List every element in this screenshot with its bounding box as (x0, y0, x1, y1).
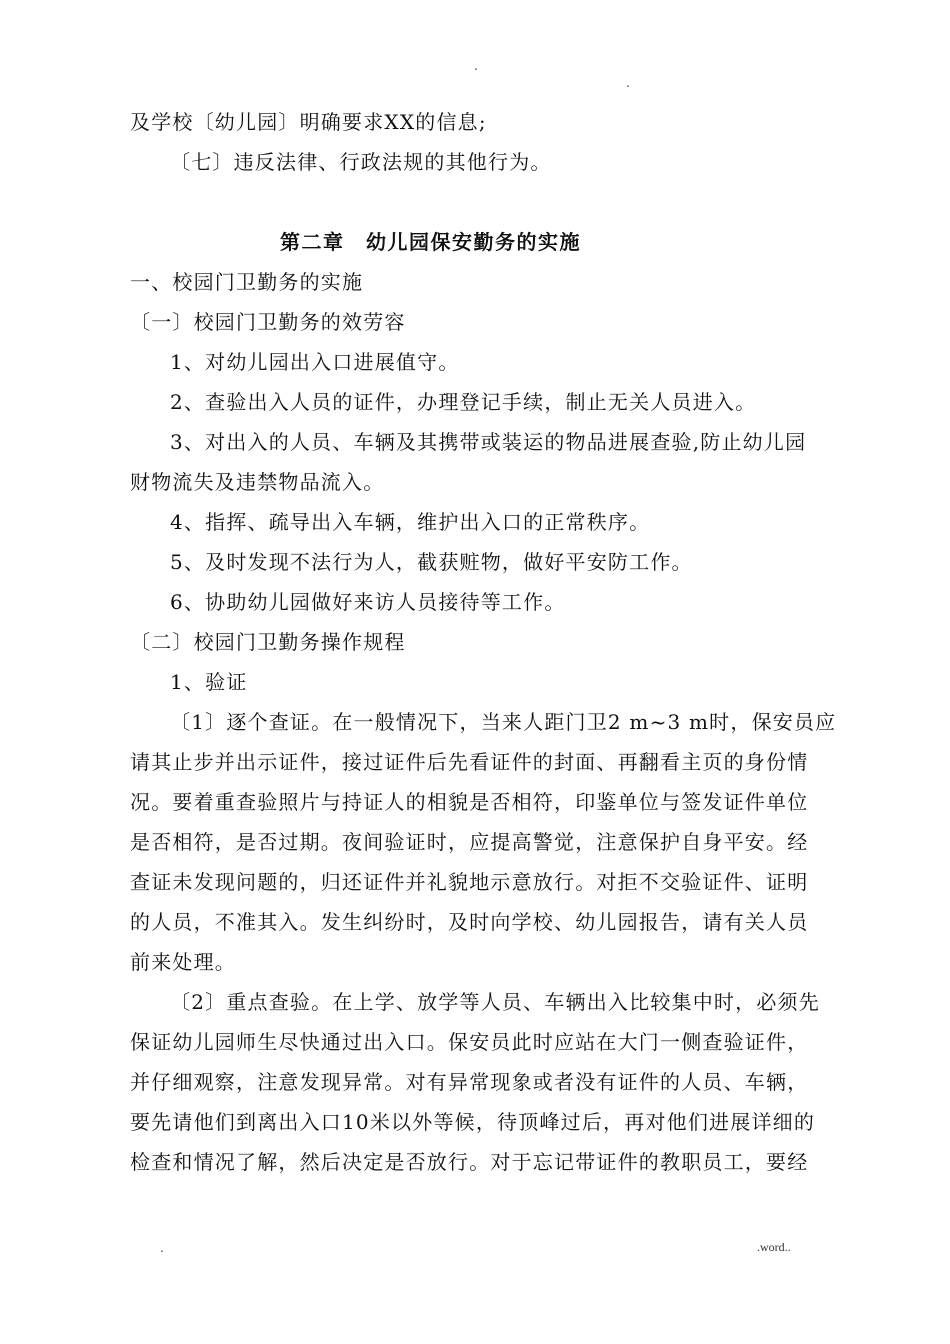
header-dot-right: . (626, 76, 630, 90)
list-item: 1、对幼儿园出入口进展值守。 (170, 350, 460, 374)
subsection-heading: 〔一〕校园门卫勤务的效劳容 (130, 310, 406, 334)
paragraph-line: 〔2〕重点查验。在上学、放学等人员、车辆出入比较集中时，必须先 (170, 990, 820, 1014)
list-item: 2、查验出入人员的证件，办理登记手续，制止无关人员进入。 (170, 390, 757, 414)
footer-word: .word.. (757, 1240, 791, 1254)
paragraph-line: 并仔细观察，注意发现异常。对有异常现象或者没有证件的人员、车辆， (130, 1070, 809, 1094)
paragraph-line: 前来处理。 (130, 950, 236, 974)
body-line: 及学校〔幼儿园〕明确要求XX的信息; (130, 110, 487, 134)
paragraph-line: 要先请他们到离出入口10米以外等候，待顶峰过后，再对他们进展详细的 (130, 1110, 816, 1134)
paragraph-line: 况。要着重查验照片与持证人的相貌是否相符，印鉴单位与签发证件单位 (130, 790, 809, 814)
subsection-heading: 〔二〕校园门卫勤务操作规程 (130, 630, 406, 654)
list-item: 5、及时发现不法行为人，截获赃物，做好平安防工作。 (170, 550, 693, 574)
chapter-heading: 第二章 幼儿园保安勤务的实施 (280, 230, 581, 254)
list-item: 3、对出入的人员、车辆及其携带或装运的物品进展查验,防止幼儿园 (170, 430, 807, 454)
paragraph-line: 查证未发现问题的，归还证件并礼貌地示意放行。对拒不交验证件、证明 (130, 870, 809, 894)
paragraph-line: 请其止步并出示证件，接过证件后先看证件的封面、再翻看主页的身份情 (130, 750, 809, 774)
body-line: 〔七〕违反法律、行政法规的其他行为。 (170, 150, 552, 174)
paragraph-line: 保证幼儿园师生尽快通过出入口。保安员此时应站在大门一侧查验证件， (130, 1030, 809, 1054)
list-item: 1、验证 (170, 670, 248, 694)
list-item: 4、指挥、疏导出入车辆，维护出入口的正常秩序。 (170, 510, 651, 534)
paragraph-line: 的人员，不准其入。发生纠纷时，及时向学校、幼儿园报告，请有关人员 (130, 910, 809, 934)
list-item: 6、协助幼儿园做好来访人员接待等工作。 (170, 590, 566, 614)
paragraph-line: 是否相符，是否过期。夜间验证时，应提高警觉，注意保护自身平安。经 (130, 830, 809, 854)
footer-dot: . (160, 1241, 164, 1255)
header-dot-left: . (474, 59, 478, 73)
paragraph-line: 检查和情况了解，然后决定是否放行。对于忘记带证件的教职员工，要经 (130, 1150, 809, 1174)
paragraph-line: 〔1〕逐个查证。在一般情况下，当来人距门卫2 m~3 m时，保安员应 (170, 710, 837, 734)
list-item-continued: 财物流失及违禁物品流入。 (130, 470, 385, 494)
section-heading: 一、校园门卫勤务的实施 (130, 270, 364, 294)
